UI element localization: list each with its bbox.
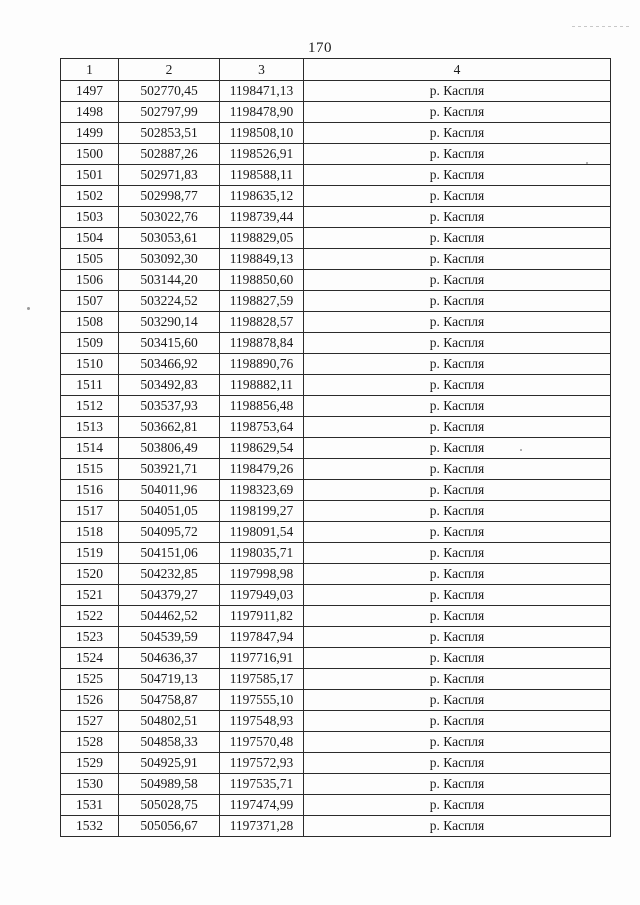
- description-cell: р. Каспля: [304, 501, 611, 522]
- point-number-cell: 1518: [61, 522, 119, 543]
- description-cell: р. Каспля: [304, 144, 611, 165]
- x-coordinate-cell: 503662,81: [119, 417, 220, 438]
- x-coordinate-cell: 502853,51: [119, 123, 220, 144]
- table-row: [61, 144, 611, 165]
- point-number-cell: 1497: [61, 81, 119, 102]
- x-coordinate-cell: 504719,13: [119, 669, 220, 690]
- x-coordinate-cell: 503224,52: [119, 291, 220, 312]
- header-col-2: 2: [119, 59, 220, 81]
- y-coordinate-cell: 1198478,90: [220, 102, 304, 123]
- description-cell: р. Каспля: [304, 543, 611, 564]
- header-row: [61, 59, 611, 81]
- table-row: [61, 627, 611, 648]
- x-coordinate-cell: 505028,75: [119, 795, 220, 816]
- header-col-4: 4: [304, 59, 611, 81]
- y-coordinate-cell: 1198890,76: [220, 354, 304, 375]
- description-cell: р. Каспля: [304, 459, 611, 480]
- x-coordinate-cell: 504539,59: [119, 627, 220, 648]
- description-cell: р. Каспля: [304, 564, 611, 585]
- y-coordinate-cell: 1198849,13: [220, 249, 304, 270]
- header-col-3: 3: [220, 59, 304, 81]
- description-cell: р. Каспля: [304, 585, 611, 606]
- description-cell: р. Каспля: [304, 270, 611, 291]
- description-cell: р. Каспля: [304, 312, 611, 333]
- point-number-cell: 1511: [61, 375, 119, 396]
- x-coordinate-cell: 504151,06: [119, 543, 220, 564]
- description-cell: р. Каспля: [304, 417, 611, 438]
- x-coordinate-cell: 504011,96: [119, 480, 220, 501]
- table-row: [61, 711, 611, 732]
- description-cell: р. Каспля: [304, 732, 611, 753]
- point-number-cell: 1515: [61, 459, 119, 480]
- point-number-cell: 1506: [61, 270, 119, 291]
- y-coordinate-cell: 1197570,48: [220, 732, 304, 753]
- point-number-cell: 1508: [61, 312, 119, 333]
- table-row: [61, 753, 611, 774]
- description-cell: р. Каспля: [304, 249, 611, 270]
- x-coordinate-cell: 504462,52: [119, 606, 220, 627]
- description-cell: р. Каспля: [304, 438, 611, 459]
- point-number-cell: 1512: [61, 396, 119, 417]
- point-number-cell: 1516: [61, 480, 119, 501]
- description-cell: р. Каспля: [304, 753, 611, 774]
- table-row: [61, 795, 611, 816]
- x-coordinate-cell: 503492,83: [119, 375, 220, 396]
- point-number-cell: 1504: [61, 228, 119, 249]
- table-row: [61, 186, 611, 207]
- point-number-cell: 1525: [61, 669, 119, 690]
- description-cell: р. Каспля: [304, 333, 611, 354]
- x-coordinate-cell: 503537,93: [119, 396, 220, 417]
- y-coordinate-cell: 1198635,12: [220, 186, 304, 207]
- description-cell: р. Каспля: [304, 648, 611, 669]
- x-coordinate-cell: 502887,26: [119, 144, 220, 165]
- y-coordinate-cell: 1198471,13: [220, 81, 304, 102]
- y-coordinate-cell: 1197847,94: [220, 627, 304, 648]
- y-coordinate-cell: 1198479,26: [220, 459, 304, 480]
- description-cell: р. Каспля: [304, 711, 611, 732]
- scan-speck: [27, 307, 30, 310]
- x-coordinate-cell: 504802,51: [119, 711, 220, 732]
- table-row: [61, 270, 611, 291]
- x-coordinate-cell: 503921,71: [119, 459, 220, 480]
- table-row: [61, 165, 611, 186]
- table-row: [61, 438, 611, 459]
- description-cell: р. Каспля: [304, 690, 611, 711]
- x-coordinate-cell: 503466,92: [119, 354, 220, 375]
- table-row: [61, 816, 611, 837]
- x-coordinate-cell: 502770,45: [119, 81, 220, 102]
- table-row: [61, 375, 611, 396]
- point-number-cell: 1499: [61, 123, 119, 144]
- table-row: [61, 690, 611, 711]
- scan-artifact: [572, 26, 632, 27]
- table-row: [61, 417, 611, 438]
- description-cell: р. Каспля: [304, 291, 611, 312]
- y-coordinate-cell: 1197555,10: [220, 690, 304, 711]
- table-row: [61, 501, 611, 522]
- y-coordinate-cell: 1198878,84: [220, 333, 304, 354]
- x-coordinate-cell: 504232,85: [119, 564, 220, 585]
- table-row: [61, 396, 611, 417]
- description-cell: р. Каспля: [304, 207, 611, 228]
- y-coordinate-cell: 1197585,17: [220, 669, 304, 690]
- y-coordinate-cell: 1198508,10: [220, 123, 304, 144]
- table-header: [61, 59, 611, 81]
- y-coordinate-cell: 1198828,57: [220, 312, 304, 333]
- table-row: [61, 354, 611, 375]
- description-cell: р. Каспля: [304, 354, 611, 375]
- table-row: [61, 543, 611, 564]
- table-body: [61, 81, 611, 837]
- x-coordinate-cell: 503092,30: [119, 249, 220, 270]
- point-number-cell: 1503: [61, 207, 119, 228]
- point-number-cell: 1530: [61, 774, 119, 795]
- x-coordinate-cell: 502797,99: [119, 102, 220, 123]
- description-cell: р. Каспля: [304, 669, 611, 690]
- table-row: [61, 249, 611, 270]
- x-coordinate-cell: 504379,27: [119, 585, 220, 606]
- x-coordinate-cell: 502998,77: [119, 186, 220, 207]
- x-coordinate-cell: 504095,72: [119, 522, 220, 543]
- table-row: [61, 291, 611, 312]
- description-cell: р. Каспля: [304, 816, 611, 837]
- table-row: [61, 333, 611, 354]
- description-cell: р. Каспля: [304, 186, 611, 207]
- point-number-cell: 1502: [61, 186, 119, 207]
- y-coordinate-cell: 1198850,60: [220, 270, 304, 291]
- description-cell: р. Каспля: [304, 228, 611, 249]
- x-coordinate-cell: 502971,83: [119, 165, 220, 186]
- point-number-cell: 1505: [61, 249, 119, 270]
- y-coordinate-cell: 1197548,93: [220, 711, 304, 732]
- y-coordinate-cell: 1198323,69: [220, 480, 304, 501]
- x-coordinate-cell: 503415,60: [119, 333, 220, 354]
- description-cell: р. Каспля: [304, 480, 611, 501]
- y-coordinate-cell: 1197474,99: [220, 795, 304, 816]
- point-number-cell: 1529: [61, 753, 119, 774]
- table-row: [61, 669, 611, 690]
- point-number-cell: 1501: [61, 165, 119, 186]
- table-row: [61, 228, 611, 249]
- x-coordinate-cell: 504051,05: [119, 501, 220, 522]
- y-coordinate-cell: 1198882,11: [220, 375, 304, 396]
- table-row: [61, 207, 611, 228]
- y-coordinate-cell: 1198827,59: [220, 291, 304, 312]
- table-row: [61, 522, 611, 543]
- description-cell: р. Каспля: [304, 606, 611, 627]
- point-number-cell: 1522: [61, 606, 119, 627]
- x-coordinate-cell: 503806,49: [119, 438, 220, 459]
- table-row: [61, 648, 611, 669]
- y-coordinate-cell: 1197998,98: [220, 564, 304, 585]
- table-row: [61, 459, 611, 480]
- x-coordinate-cell: 503022,76: [119, 207, 220, 228]
- table-row: [61, 480, 611, 501]
- y-coordinate-cell: 1197716,91: [220, 648, 304, 669]
- point-number-cell: 1521: [61, 585, 119, 606]
- description-cell: р. Каспля: [304, 123, 611, 144]
- table-row: [61, 81, 611, 102]
- y-coordinate-cell: 1198035,71: [220, 543, 304, 564]
- point-number-cell: 1528: [61, 732, 119, 753]
- page-number: 170: [308, 40, 332, 56]
- table-row: [61, 564, 611, 585]
- point-number-cell: 1509: [61, 333, 119, 354]
- point-number-cell: 1500: [61, 144, 119, 165]
- table-row: [61, 774, 611, 795]
- point-number-cell: 1498: [61, 102, 119, 123]
- x-coordinate-cell: 504758,87: [119, 690, 220, 711]
- y-coordinate-cell: 1197535,71: [220, 774, 304, 795]
- description-cell: р. Каспля: [304, 774, 611, 795]
- table-row: [61, 312, 611, 333]
- point-number-cell: 1526: [61, 690, 119, 711]
- point-number-cell: 1520: [61, 564, 119, 585]
- header-col-1: 1: [61, 59, 119, 81]
- y-coordinate-cell: 1198739,44: [220, 207, 304, 228]
- y-coordinate-cell: 1198753,64: [220, 417, 304, 438]
- point-number-cell: 1531: [61, 795, 119, 816]
- y-coordinate-cell: 1198199,27: [220, 501, 304, 522]
- y-coordinate-cell: 1197911,82: [220, 606, 304, 627]
- y-coordinate-cell: 1198091,54: [220, 522, 304, 543]
- coordinates-table: [60, 58, 611, 837]
- point-number-cell: 1507: [61, 291, 119, 312]
- table-row: [61, 123, 611, 144]
- description-cell: р. Каспля: [304, 396, 611, 417]
- point-number-cell: 1524: [61, 648, 119, 669]
- point-number-cell: 1514: [61, 438, 119, 459]
- table-row: [61, 606, 611, 627]
- y-coordinate-cell: 1197371,28: [220, 816, 304, 837]
- point-number-cell: 1517: [61, 501, 119, 522]
- x-coordinate-cell: 503290,14: [119, 312, 220, 333]
- point-number-cell: 1523: [61, 627, 119, 648]
- description-cell: р. Каспля: [304, 627, 611, 648]
- x-coordinate-cell: 504636,37: [119, 648, 220, 669]
- description-cell: р. Каспля: [304, 795, 611, 816]
- y-coordinate-cell: 1198526,91: [220, 144, 304, 165]
- table-row: [61, 102, 611, 123]
- description-cell: р. Каспля: [304, 102, 611, 123]
- description-cell: р. Каспля: [304, 522, 611, 543]
- x-coordinate-cell: 504925,91: [119, 753, 220, 774]
- x-coordinate-cell: 505056,67: [119, 816, 220, 837]
- table-row: [61, 732, 611, 753]
- x-coordinate-cell: 503053,61: [119, 228, 220, 249]
- point-number-cell: 1527: [61, 711, 119, 732]
- description-cell: р. Каспля: [304, 165, 611, 186]
- description-cell: р. Каспля: [304, 81, 611, 102]
- point-number-cell: 1510: [61, 354, 119, 375]
- y-coordinate-cell: 1198856,48: [220, 396, 304, 417]
- x-coordinate-cell: 504989,58: [119, 774, 220, 795]
- x-coordinate-cell: 504858,33: [119, 732, 220, 753]
- y-coordinate-cell: 1197949,03: [220, 585, 304, 606]
- description-cell: р. Каспля: [304, 375, 611, 396]
- y-coordinate-cell: 1197572,93: [220, 753, 304, 774]
- point-number-cell: 1519: [61, 543, 119, 564]
- point-number-cell: 1532: [61, 816, 119, 837]
- x-coordinate-cell: 503144,20: [119, 270, 220, 291]
- y-coordinate-cell: 1198829,05: [220, 228, 304, 249]
- y-coordinate-cell: 1198588,11: [220, 165, 304, 186]
- y-coordinate-cell: 1198629,54: [220, 438, 304, 459]
- point-number-cell: 1513: [61, 417, 119, 438]
- table-row: [61, 585, 611, 606]
